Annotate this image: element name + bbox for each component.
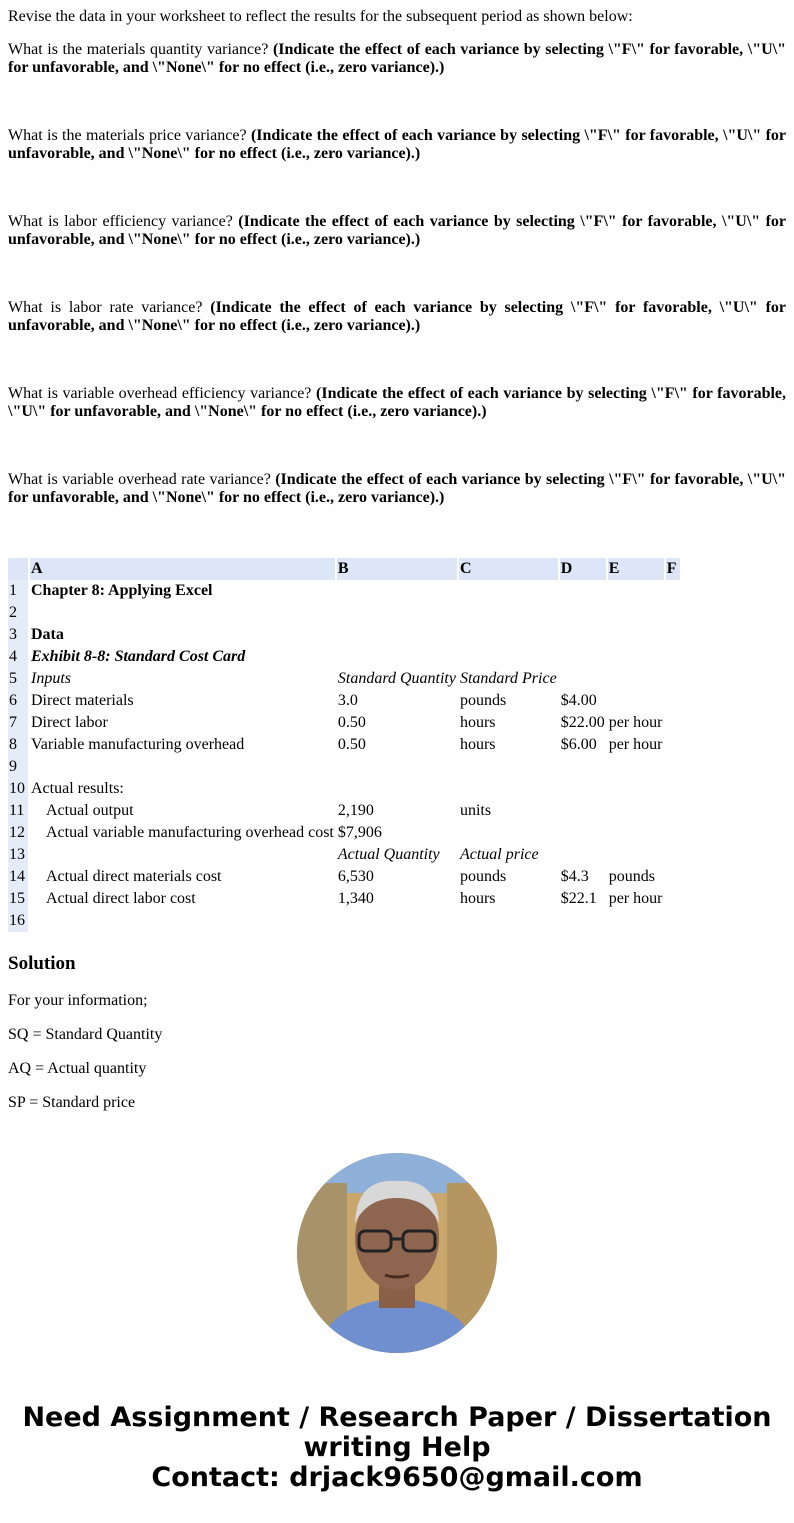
row-number: 5 <box>8 668 28 690</box>
sheet-row <box>8 778 680 800</box>
question <box>8 127 786 163</box>
cell: 1,340 <box>337 890 374 907</box>
row-number: 6 <box>8 690 28 712</box>
cell: per hour <box>608 714 663 731</box>
promo-contact: Contact: drjack9650@gmail.com <box>151 1462 643 1493</box>
cell <box>30 844 335 866</box>
cell <box>666 888 680 910</box>
row-number: 11 <box>8 800 28 822</box>
cell: 2,190 <box>337 802 374 819</box>
cell: $22.1 <box>560 890 597 907</box>
cell <box>560 580 606 602</box>
cell <box>608 756 664 778</box>
intro-text: Revise the data in your worksheet to reflect the results for the subsequent period as shown below: <box>8 8 633 25</box>
sheet-row <box>8 800 680 822</box>
sheet-row <box>8 668 680 690</box>
question-text: What is labor rate variance? <box>8 299 211 316</box>
cell: units <box>459 802 492 819</box>
cell <box>666 580 680 602</box>
cell: Standard Price <box>459 670 557 687</box>
row-number: 2 <box>8 602 28 624</box>
sheet-row <box>8 580 680 602</box>
question <box>8 385 786 421</box>
cell <box>337 756 457 778</box>
sheet-row <box>8 866 680 888</box>
cell: Actual results: <box>31 780 124 797</box>
column-header: C <box>459 558 558 580</box>
cell <box>666 690 680 712</box>
cell <box>608 690 664 712</box>
cell <box>666 668 680 690</box>
cell <box>459 602 558 624</box>
sheet-row <box>8 844 680 866</box>
cell <box>666 844 680 866</box>
cell: Standard Quantity <box>337 670 456 687</box>
row-number: 13 <box>8 844 28 866</box>
row-number: 1 <box>8 580 28 602</box>
cell: per hour <box>608 890 663 907</box>
spreadsheet <box>6 558 682 932</box>
cell <box>666 866 680 888</box>
cell: $7,906 <box>337 824 382 841</box>
cell: 0.50 <box>337 736 366 753</box>
cell: pounds <box>608 868 655 885</box>
solution-line: SP = Standard price <box>8 1094 136 1111</box>
promo-text: Need Assignment / Research Paper / Dissertation writing Help <box>22 1402 772 1463</box>
cell <box>459 910 558 932</box>
cell <box>666 910 680 932</box>
cell <box>608 822 664 844</box>
solution-line: SQ = Standard Quantity <box>8 1026 163 1043</box>
cell <box>608 602 664 624</box>
solution-heading: Solution <box>8 953 76 974</box>
cell <box>560 778 606 800</box>
cell <box>459 756 558 778</box>
cell <box>608 800 664 822</box>
row-number: 9 <box>8 756 28 778</box>
sheet-row <box>8 690 680 712</box>
cell <box>337 624 457 646</box>
solution-line: For your information; <box>8 992 148 1009</box>
cell: $4.3 <box>560 868 589 885</box>
cell <box>459 624 558 646</box>
author-photo <box>297 1153 497 1353</box>
cell <box>666 712 680 734</box>
sheet-row <box>8 712 680 734</box>
question-text: What is variable overhead efficiency variance? <box>8 385 317 402</box>
cell <box>560 624 606 646</box>
cell <box>560 646 606 668</box>
row-number: 14 <box>8 866 28 888</box>
cell: Direct labor <box>31 714 108 731</box>
cell <box>560 668 606 690</box>
cell <box>666 646 680 668</box>
cell <box>666 602 680 624</box>
row-number: 12 <box>8 822 28 844</box>
cell <box>337 910 457 932</box>
cell <box>30 602 335 624</box>
cell: Actual direct labor cost <box>46 890 196 907</box>
question-instruction: (Indicate the effect of each variance by selecting \"F\" for favorable, \"U\" for unfavorable, and \"None\" for no effect (i.e., zero variance).) <box>8 385 787 420</box>
cell <box>666 734 680 756</box>
cell: Actual output <box>46 802 134 819</box>
cell <box>459 778 558 800</box>
question-text: What is labor efficiency variance? <box>8 213 239 230</box>
column-header: B <box>337 558 457 580</box>
cell: hours <box>459 714 496 731</box>
cell: Direct materials <box>31 692 134 709</box>
cell: Actual direct materials cost <box>46 868 222 885</box>
sheet-row <box>8 646 680 668</box>
cell: Actual price <box>459 846 539 863</box>
cell <box>560 910 606 932</box>
question-instruction: (Indicate the effect of each variance by selecting \"F\" for favorable, \"U\" for unfavorable, and \"None\" for no effect (i.e., zero variance).) <box>8 213 787 248</box>
column-header: A <box>30 558 335 580</box>
cell <box>608 646 664 668</box>
row-number: 16 <box>8 910 28 932</box>
column-header: D <box>560 558 606 580</box>
cell <box>666 800 680 822</box>
cell <box>30 910 335 932</box>
cell: hours <box>459 890 496 907</box>
cell <box>560 822 606 844</box>
question-text: What is the materials price variance? <box>8 127 251 144</box>
cell <box>560 800 606 822</box>
cell: $4.00 <box>560 692 597 709</box>
cell: Inputs <box>31 670 71 687</box>
question <box>8 471 786 507</box>
cell <box>608 624 664 646</box>
cell <box>608 844 664 866</box>
cell: $22.00 <box>560 714 605 731</box>
cell: pounds <box>459 868 507 885</box>
row-number: 10 <box>8 778 28 800</box>
sheet-row <box>8 910 680 932</box>
cell: pounds <box>459 692 507 709</box>
cell <box>30 756 335 778</box>
cell <box>666 624 680 646</box>
cell <box>459 646 558 668</box>
cell: Chapter 8: Applying Excel <box>31 582 213 599</box>
column-header: F <box>666 558 680 580</box>
cell: 0.50 <box>337 714 366 731</box>
cell: Actual Quantity <box>337 846 440 863</box>
cell <box>337 602 457 624</box>
cell <box>459 580 558 602</box>
cell: Data <box>31 626 64 643</box>
sheet-row <box>8 602 680 624</box>
cell <box>337 580 457 602</box>
solution-line: AQ = Actual quantity <box>8 1060 147 1077</box>
row-number: 7 <box>8 712 28 734</box>
sheet-row <box>8 624 680 646</box>
row-number: 15 <box>8 888 28 910</box>
cell <box>608 778 664 800</box>
cell: 6,530 <box>337 868 374 885</box>
question-text: What is the materials quantity variance? <box>8 41 273 58</box>
question-text: What is variable overhead rate variance? <box>8 471 276 488</box>
cell: $6.00 <box>560 736 597 753</box>
cell <box>608 668 664 690</box>
question-instruction: (Indicate the effect of each variance by selecting \"F\" for favorable, \"U\" for unfavorable, and \"None\" for no effect (i.e., zero variance).) <box>8 299 787 334</box>
cell <box>459 822 558 844</box>
row-number: 8 <box>8 734 28 756</box>
column-header: E <box>608 558 664 580</box>
cell <box>666 822 680 844</box>
cell <box>666 778 680 800</box>
cell: 3.0 <box>337 692 358 709</box>
sheet-row <box>8 888 680 910</box>
question <box>8 213 786 249</box>
cell <box>560 844 606 866</box>
column-header-row <box>8 558 680 580</box>
question-instruction: (Indicate the effect of each variance by selecting \"F\" for favorable, \"U\" for unfavorable, and \"None\" for no effect (i.e., zero variance).) <box>8 471 786 506</box>
cell <box>337 778 457 800</box>
cell <box>337 646 457 668</box>
promo-banner <box>0 1403 794 1493</box>
cell: Exhibit 8-8: Standard Cost Card <box>31 648 246 665</box>
row-number: 4 <box>8 646 28 668</box>
question-instruction: (Indicate the effect of each variance by selecting \"F\" for favorable, \"U\" for unfavorable, and \"None\" for no effect (i.e., zero variance).) <box>8 127 787 162</box>
cell: hours <box>459 736 496 753</box>
question <box>8 299 786 335</box>
sheet-row <box>8 756 680 778</box>
cell <box>560 602 606 624</box>
cell: Variable manufacturing overhead <box>31 736 245 753</box>
cell <box>608 580 664 602</box>
cell: Actual variable manufacturing overhead cost <box>46 824 334 841</box>
corner-cell <box>8 558 28 580</box>
row-number: 3 <box>8 624 28 646</box>
question-instruction: (Indicate the effect of each variance by selecting \"F\" for favorable, \"U\" for unfavorable, and \"None\" for no effect (i.e., zero variance).) <box>8 41 786 76</box>
cell <box>666 756 680 778</box>
cell: per hour <box>608 736 663 753</box>
sheet-row <box>8 822 680 844</box>
cell <box>560 756 606 778</box>
sheet-row <box>8 734 680 756</box>
question <box>8 41 786 77</box>
cell <box>608 910 664 932</box>
